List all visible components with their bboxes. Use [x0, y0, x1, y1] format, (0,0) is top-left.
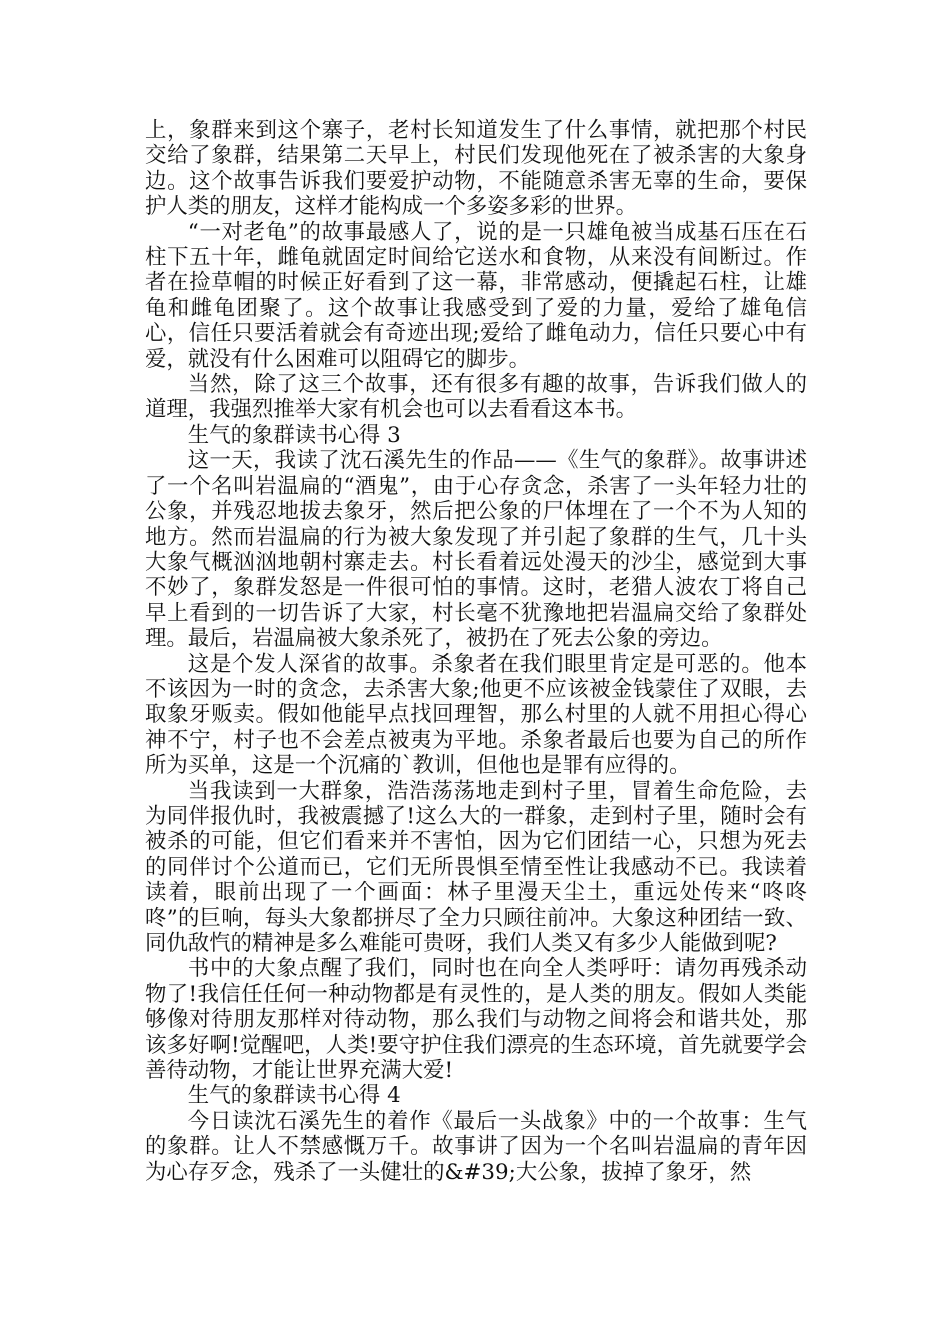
paragraph-story-summary: 这一天，我读了沈石溪先生的作品——《生气的象群》。故事讲述了一个名叫岩温扁的“酒鬼”，由于心存贪念，杀害了一头年轻力壮的公象，并残忍地拔去象牙，然后把公象的尸体埋在了一个不为人知的地方。然而岩温扁的行为被大象发现了并引起了象群的生气，几十头大象气概汹汹地朝村寨走去。村长看着远处漫天的沙尘，感觉到大事不妙了，象群发怒是一件很可怕的事情。这时，老猎人波农丁将自己早上看到的一切告诉了大家，村长毫不犹豫地把岩温扁交给了象群处理。最后，岩温扁被大象杀死了，被扔在了死去公象的旁边。: [145, 448, 807, 652]
section-heading-3: 生气的象群读书心得 3: [187, 422, 401, 448]
paragraph-reflection: 这是个发人深省的故事。杀象者在我们眼里肯定是可恶的。他本不该因为一时的贪念，去杀害大象;他更不应该被金钱蒙住了双眼，去取象牙贩卖。假如他能早点找回理智，那么村里的人就不用担心得心神不宁，村子也不会差点被夷为平地。杀象者最后也要为自己的所作所为买单，这是一个沉痛的`教训，但他也是罪有应得的。: [145, 651, 807, 779]
paragraph-recommendation: 当然，除了这三个故事，还有很多有趣的故事，告诉我们做人的道理，我强烈推举大家有机会也可以去看看这本书。: [145, 372, 807, 423]
paragraph-appeal: 书中的大象点醒了我们，同时也在向全人类呼吁：请勿再残杀动物了!我信任任何一种动物都是有灵性的，是人类的朋友。假如人类能够像对待朋友那样对待动物，那么我们与动物之间将会和谐共处，那该多好啊!觉醒吧，人类!要守护住我们漂亮的生态环境，首先就要学会善待动物，才能让世界充满大爱!: [145, 956, 807, 1084]
paragraph-herd-revenge: 当我读到一大群象，浩浩荡荡地走到村子里，冒着生命危险，去为同伴报仇时，我被震撼了!这么大的一群象，走到村子里，随时会有被杀的可能，但它们看来并不害怕，因为它们团结一心，只想为死去的同伴讨个公道而已，它们无所畏惧至情至性让我感动不已。我读着读着，眼前出现了一个画面：林子里漫天尘土，重远处传来“咚咚咚”的巨响，每头大象都拼尽了全力只顾往前冲。大象这种团结一致、同仇敌忾的精神是多么难能可贵呀，我们人类又有多少人能做到呢?: [145, 778, 807, 956]
document-page: [145, 118, 807, 1185]
paragraph-intro-4: 今日读沈石溪先生的着作《最后一头战象》中的一个故事：生气的象群。让人不禁感慨万千。故事讲了因为一个名叫岩温扁的青年因为心存歹念，残杀了一头健壮的&#39;大公象，拔掉了象牙，然: [145, 1108, 807, 1185]
section-heading-4: 生气的象群读书心得 4: [187, 1083, 401, 1109]
paragraph-continuation: 上，象群来到这个寨子，老村长知道发生了什么事情，就把那个村民交给了象群，结果第二天早上，村民们发现他死在了被杀害的大象身边。这个故事告诉我们要爱护动物，不能随意杀害无辜的生命，要保护人类的朋友，这样才能构成一个多姿多彩的世界。: [145, 118, 807, 220]
paragraph-old-turtles: “一对老龟”的故事最感人了，说的是一只雄龟被当成基石压在石柱下五十年，雌龟就固定时间给它送水和食物，从来没有间断过。作者在捡草帽的时候正好看到了这一幕，非常感动，便撬起石柱，让雄龟和雌龟团聚了。这个故事让我感受到了爱的力量，爱给了雄龟信心，信任只要活着就会有奇迹出现;爱给了雌龟动力，信任只要心中有爱，就没有什么困难可以阻碍它的脚步。: [145, 219, 807, 372]
